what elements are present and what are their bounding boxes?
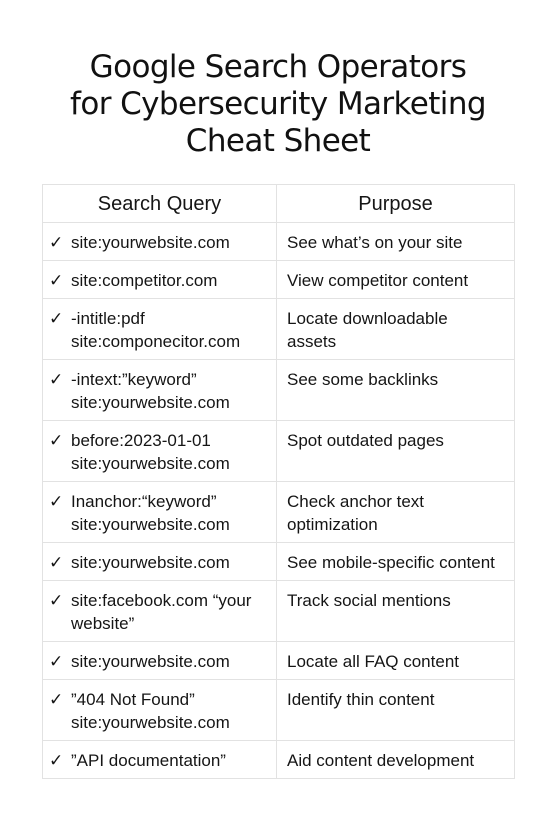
check-icon: ✓ — [49, 271, 64, 290]
query-cell — [43, 421, 277, 481]
query-text: ”404 Not Found” site:yourwebsite.com — [71, 690, 230, 732]
query-cell — [43, 299, 277, 359]
purpose-cell — [277, 421, 515, 481]
query-cell — [43, 261, 277, 298]
query-cell — [43, 223, 277, 260]
table-row — [43, 741, 515, 779]
table-row — [43, 581, 515, 642]
check-icon: ✓ — [49, 751, 64, 770]
purpose-text: See mobile-specific content — [287, 553, 495, 572]
title-line-1: Google Search Operators — [89, 49, 467, 85]
purpose-text: Locate all FAQ content — [287, 652, 459, 671]
query-cell — [43, 642, 277, 679]
operators-table — [42, 184, 515, 779]
check-icon: ✓ — [49, 553, 64, 572]
query-text: site:competitor.com — [71, 271, 218, 290]
query-text: site:yourwebsite.com — [71, 553, 230, 572]
purpose-text: See some backlinks — [287, 370, 439, 389]
check-icon: ✓ — [49, 309, 64, 328]
table-row — [43, 261, 515, 299]
purpose-cell — [277, 223, 515, 260]
check-icon: ✓ — [49, 431, 64, 450]
table-row — [43, 421, 515, 482]
title-line-2: for Cybersecurity Marketing — [70, 86, 486, 122]
page-title — [0, 49, 556, 160]
purpose-text: Aid content development — [287, 751, 475, 770]
query-cell — [43, 680, 277, 740]
query-cell — [43, 360, 277, 420]
check-icon: ✓ — [49, 652, 64, 671]
purpose-cell — [277, 642, 515, 679]
table-row — [43, 299, 515, 360]
query-text: site:yourwebsite.com — [71, 652, 230, 671]
table-row — [43, 223, 515, 261]
query-text: site:facebook.com “your website” — [71, 591, 252, 633]
purpose-text: Identify thin content — [287, 690, 435, 709]
purpose-cell — [277, 261, 515, 298]
purpose-cell — [277, 482, 515, 542]
query-text: -intext:”keyword” site:yourwebsite.com — [71, 370, 230, 412]
query-cell — [43, 482, 277, 542]
query-cell — [43, 741, 277, 778]
query-text: site:yourwebsite.com — [71, 233, 230, 252]
table-row — [43, 360, 515, 421]
check-icon: ✓ — [49, 492, 64, 511]
purpose-cell — [277, 299, 515, 359]
title-line-3: Cheat Sheet — [185, 123, 371, 159]
purpose-text: Spot outdated pages — [287, 431, 444, 450]
table-row — [43, 543, 515, 581]
header-search-query: Search Query — [43, 185, 277, 222]
purpose-cell — [277, 680, 515, 740]
check-icon: ✓ — [49, 370, 64, 389]
check-icon: ✓ — [49, 233, 64, 252]
table-row — [43, 680, 515, 741]
table-row — [43, 482, 515, 543]
purpose-text: Track social mentions — [287, 591, 451, 610]
query-cell — [43, 543, 277, 580]
table-header-row — [43, 185, 515, 223]
check-icon: ✓ — [49, 690, 64, 709]
query-text: -intitle:pdf site:componecitor.com — [71, 309, 241, 351]
purpose-cell — [277, 360, 515, 420]
query-text: Inanchor:“keyword” site:yourwebsite.com — [71, 492, 230, 534]
purpose-text: Locate downloadable assets — [287, 309, 448, 351]
purpose-text: See what’s on your site — [287, 233, 463, 252]
query-text: before:2023-01-01 site:yourwebsite.com — [71, 431, 230, 473]
check-icon: ✓ — [49, 591, 64, 610]
purpose-cell — [277, 543, 515, 580]
header-purpose: Purpose — [277, 185, 515, 222]
purpose-cell — [277, 741, 515, 778]
purpose-text: View competitor content — [287, 271, 469, 290]
purpose-cell — [277, 581, 515, 641]
purpose-text: Check anchor text optimization — [287, 492, 425, 534]
query-text: ”API documentation” — [71, 751, 226, 770]
table-row — [43, 642, 515, 680]
query-cell — [43, 581, 277, 641]
